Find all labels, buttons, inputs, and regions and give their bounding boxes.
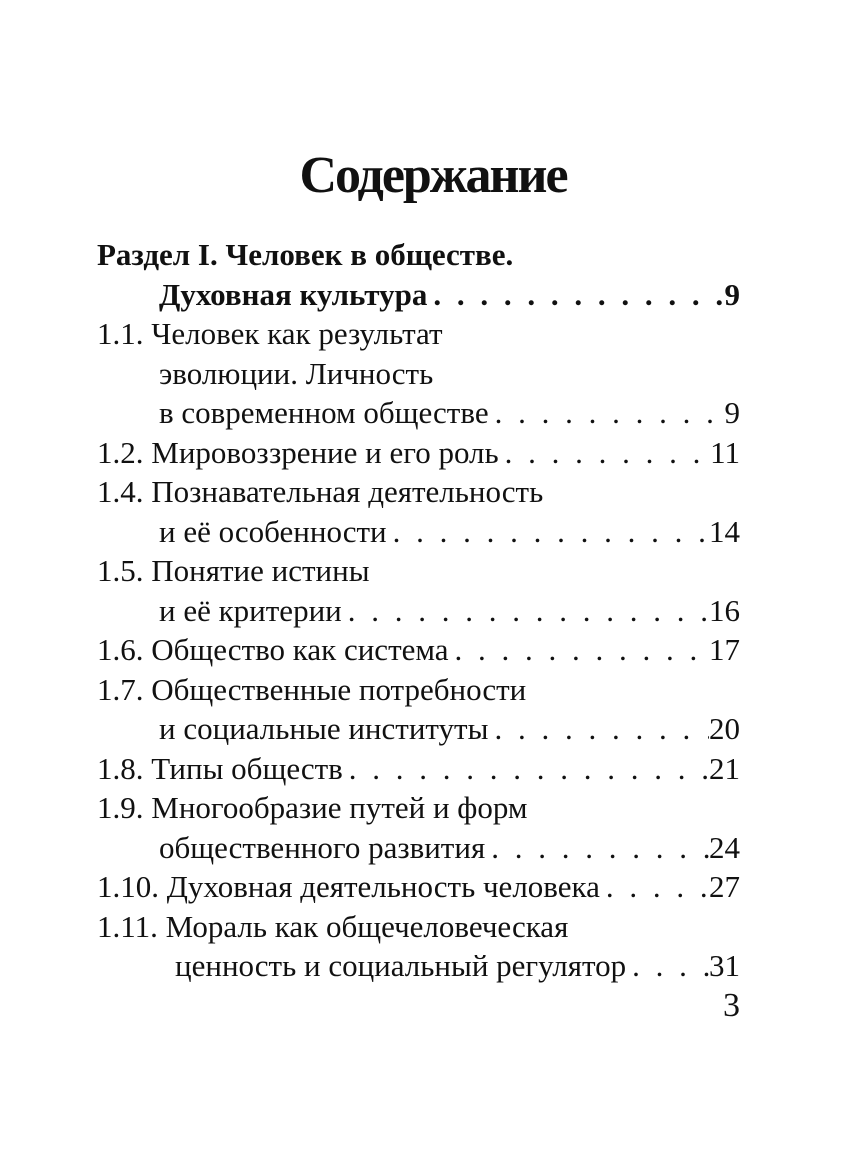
toc-page-number: 16: [709, 592, 740, 628]
page-title: Содержание: [299, 147, 567, 204]
toc-entry-section-1-line-2: [97, 275, 740, 315]
dot-leader: [488, 709, 709, 749]
toc-page-number: 11: [710, 434, 740, 470]
toc-entry-1-5-line-1: [97, 551, 740, 591]
toc-entry-text: 1.8. Типы обществ: [97, 750, 343, 786]
toc-entry-text: 1.4. Познавательная деятельность: [97, 474, 544, 509]
table-of-contents: [97, 235, 740, 986]
dot-leader: [499, 433, 711, 473]
toc-page-number: 31: [709, 948, 740, 983]
toc-entry-1-4-line-2: [97, 512, 740, 552]
toc-entry-1-10: [97, 867, 740, 907]
toc-entry-text: и социальные институты: [159, 711, 489, 746]
toc-entry-text: 1.6. Общество как система: [97, 632, 449, 667]
toc-entry-1-8: [97, 749, 740, 789]
toc-page-number: 24: [709, 829, 740, 865]
dot-leader: [600, 867, 709, 907]
toc-entry-text: 1.5. Понятие истины: [97, 553, 370, 588]
toc-entry-text: и её критерии: [159, 592, 342, 628]
toc-entry-text: и её особенности: [159, 513, 387, 549]
toc-entry-1-11-line-2: [97, 946, 740, 986]
toc-page-number: 9: [724, 276, 740, 312]
toc-page-number: 9: [724, 395, 740, 430]
toc-page-number: 17: [709, 632, 740, 667]
page-folio-number: 3: [723, 987, 740, 1024]
toc-entry-text: в современном обществе: [159, 395, 489, 430]
toc-entry-text: 1.9. Многообразие путей и форм: [97, 790, 528, 825]
toc-entry-text: 1.7. Общественные потребности: [97, 671, 527, 707]
toc-entry-1-11-line-1: [97, 907, 740, 947]
toc-entry-1-6: [97, 630, 740, 670]
dot-leader: [489, 393, 725, 433]
toc-entry-text: Духовная культура: [159, 276, 428, 312]
toc-entry-text: ценность и социальный регулятор: [175, 948, 627, 983]
toc-entry-1-9-line-2: [97, 828, 740, 868]
toc-entry-1-1-line-3: [97, 393, 740, 433]
dot-leader: [427, 275, 724, 315]
toc-entry-1-7-line-1: [97, 670, 740, 710]
toc-entry-section-1-line-1: [97, 235, 740, 275]
dot-leader: [626, 946, 709, 986]
toc-entry-text: общественного развития: [159, 829, 486, 865]
toc-page-number: 27: [709, 869, 740, 904]
toc-entry-text: 1.10. Духовная деятельность человека: [97, 869, 600, 904]
toc-page-number: 20: [709, 711, 740, 746]
toc-entry-1-9-line-1: [97, 788, 740, 828]
toc-entry-text: Раздел I. Человек в обществе.: [97, 237, 514, 272]
dot-leader: [342, 591, 709, 631]
dot-leader: [343, 749, 709, 789]
dot-leader: [449, 630, 709, 670]
toc-entry-1-4-line-1: [97, 472, 740, 512]
toc-page-number: 21: [709, 750, 740, 786]
toc-entry-text: 1.2. Мировоззрение и его роль: [97, 434, 499, 470]
toc-entry-text: 1.11. Мораль как общечеловеческая: [97, 908, 569, 944]
toc-entry-1-2: [97, 433, 740, 473]
toc-page-number: 14: [709, 513, 740, 549]
dot-leader: [485, 828, 709, 868]
toc-entry-1-1-line-2: [97, 354, 740, 394]
toc-entry-text: эволюции. Личность: [159, 355, 434, 391]
dot-leader: [387, 512, 709, 552]
toc-entry-1-1-line-1: [97, 314, 740, 354]
toc-entry-1-5-line-2: [97, 591, 740, 631]
toc-entry-text: 1.1. Человек как результат: [97, 316, 443, 351]
toc-entry-1-7-line-2: [97, 709, 740, 749]
